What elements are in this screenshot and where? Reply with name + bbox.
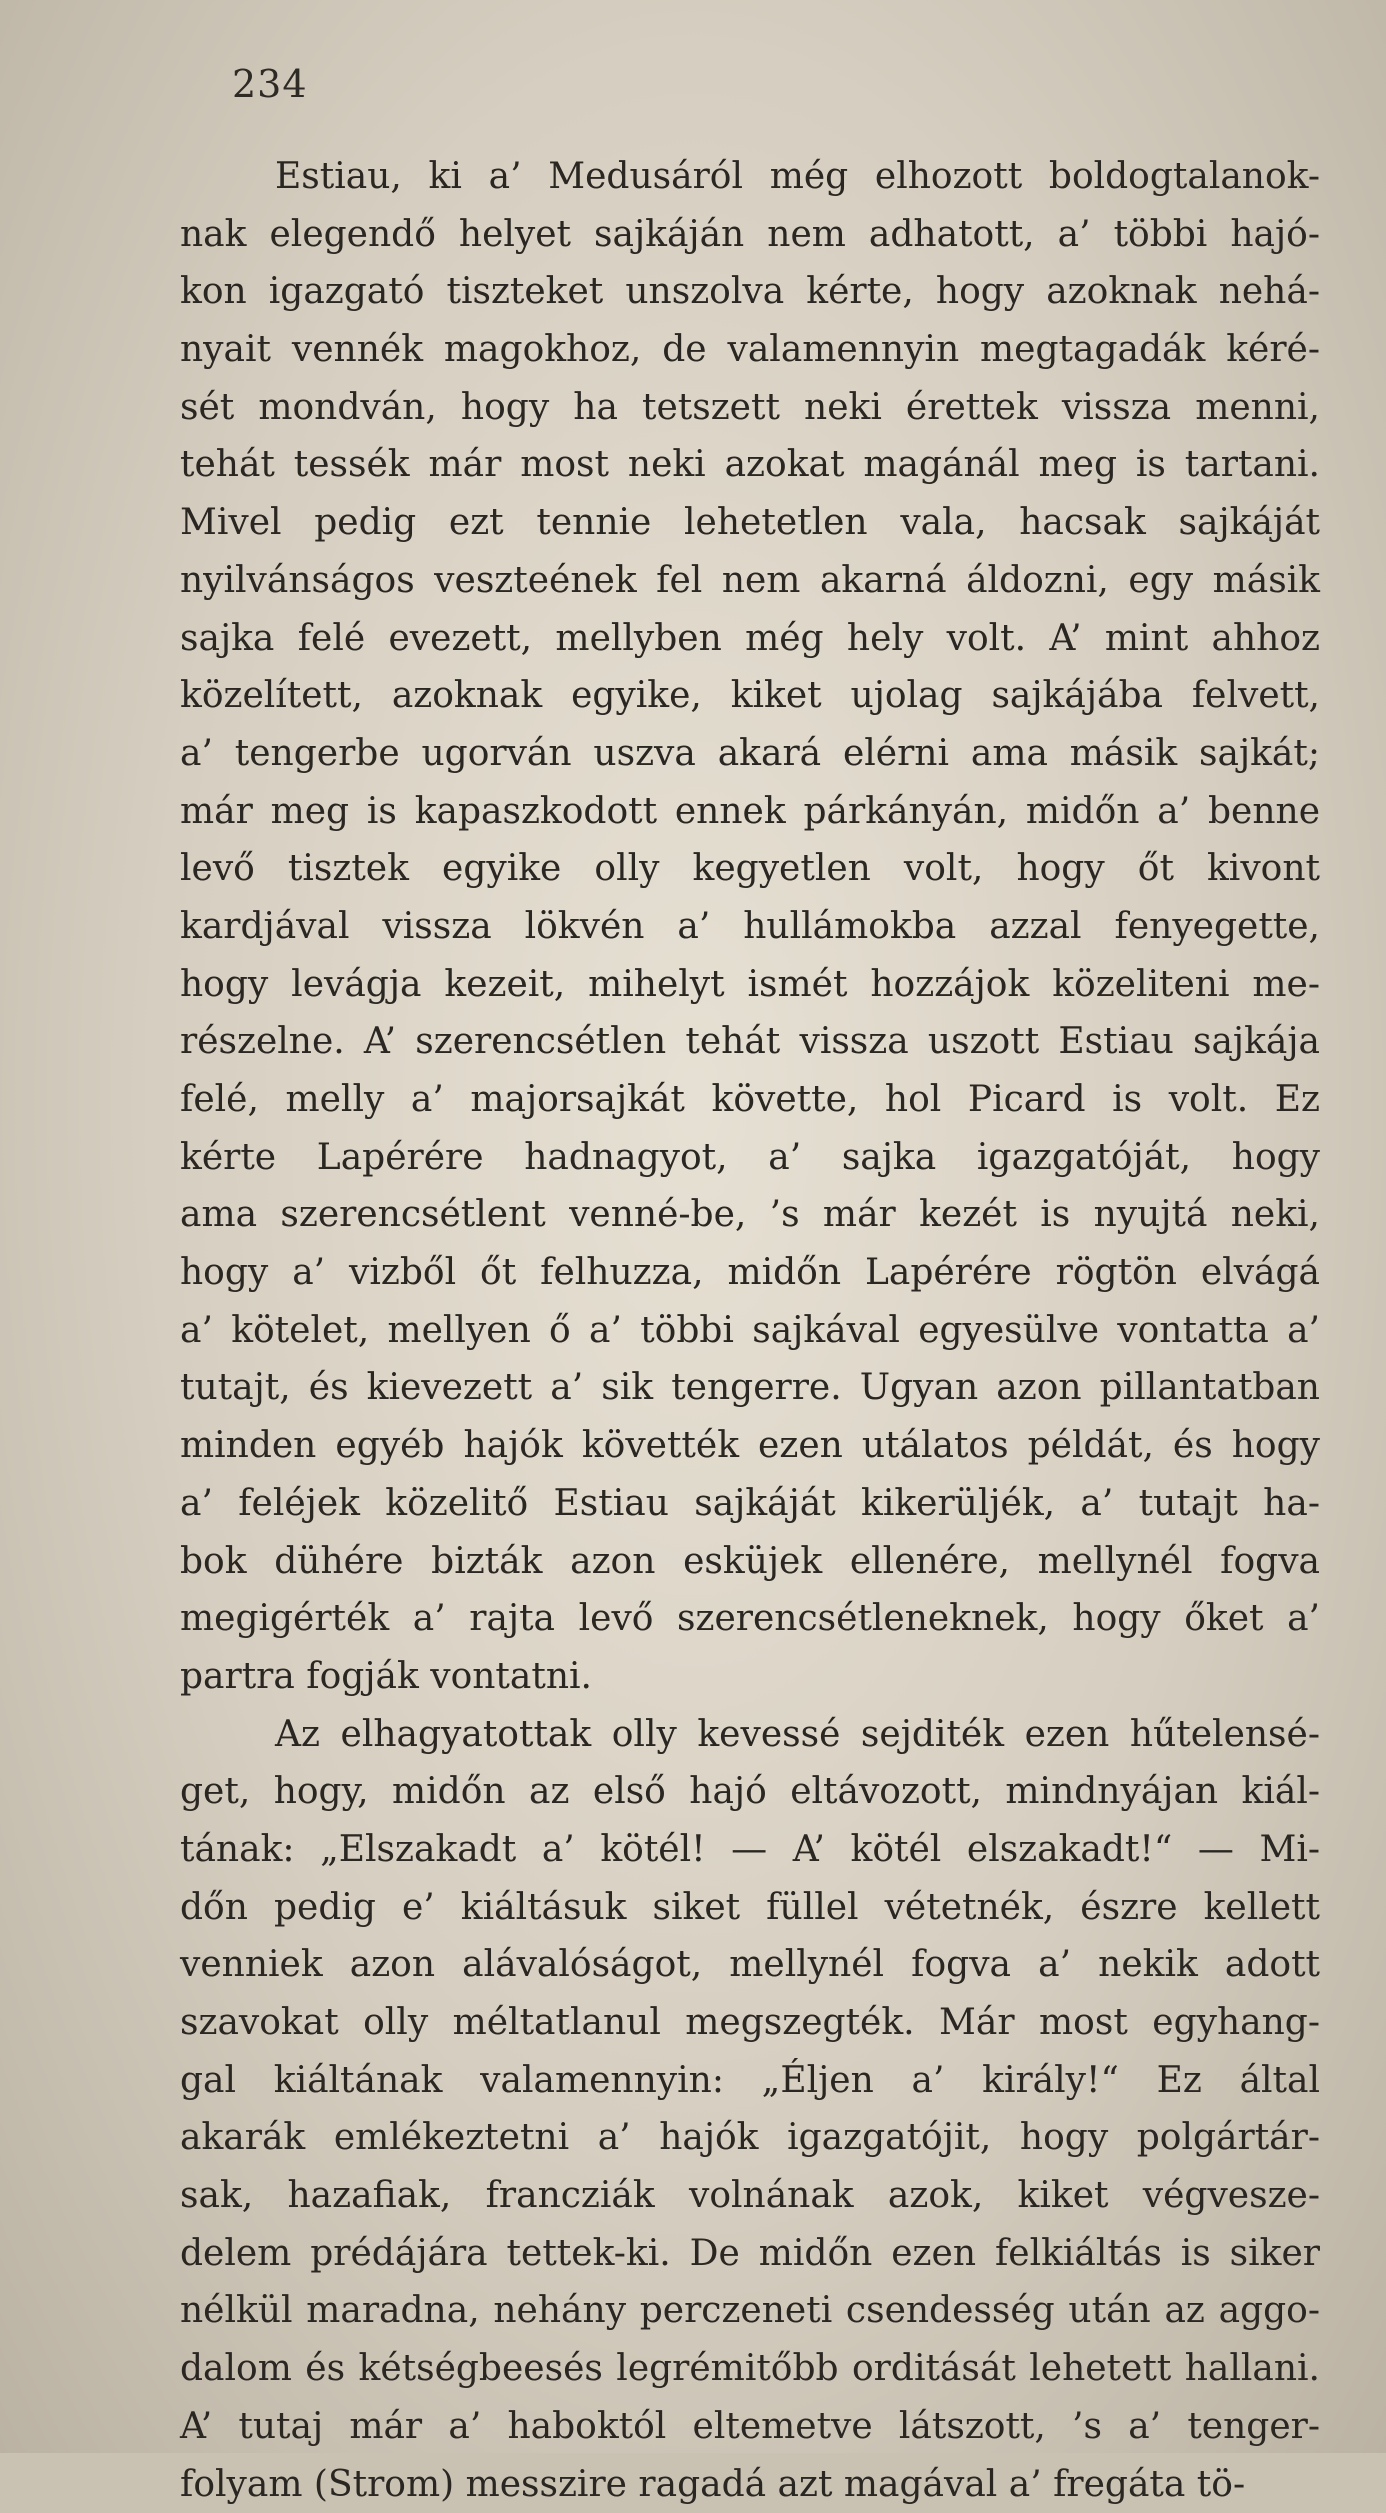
text-line: szavokat olly méltatlanul megszegték. Már most egyhang- bbox=[180, 1994, 1320, 2052]
text-line: kérte Lapérére hadnagyot, a’ sajka igazgatóját, hogy bbox=[180, 1129, 1320, 1187]
text-line: nélkül maradna, nehány perczeneti csendesség után az aggo- bbox=[180, 2282, 1320, 2340]
text-line: már meg is kapaszkodott ennek párkányán, midőn a’ benne bbox=[180, 783, 1320, 841]
page-number: 234 bbox=[232, 62, 308, 106]
text-line: a’ kötelet, mellyen ő a’ többi sajkával egyesülve vontatta a’ bbox=[180, 1302, 1320, 1360]
text-line: sajka felé evezett, mellyben még hely volt. A’ mint ahhoz bbox=[180, 610, 1320, 668]
text-line: dőn pedig e’ kiáltásuk siket füllel vétetnék, észre kellett bbox=[180, 1879, 1320, 1937]
text-line: delem prédájára tettek-ki. De midőn ezen felkiáltás is siker bbox=[180, 2225, 1320, 2283]
text-line: sak, hazafiak, francziák volnának azok, kiket végvesze- bbox=[180, 2167, 1320, 2225]
text-line: hogy levágja kezeit, mihelyt ismét hozzájok közeliteni me- bbox=[180, 956, 1320, 1014]
text-line: A’ tutaj már a’ haboktól eltemetve látszott, ’s a’ tenger- bbox=[180, 2398, 1320, 2456]
text-line: ama szerencsétlent venné-be, ’s már kezét is nyujtá neki, bbox=[180, 1186, 1320, 1244]
text-line: folyam (Strom) messzire ragadá azt magával a’ fregáta tö- bbox=[180, 2456, 1320, 2513]
paragraph-1 bbox=[180, 148, 1320, 1706]
text-line: Az elhagyatottak olly kevessé sejditék ezen hűtelensé- bbox=[180, 1706, 1320, 1764]
text-line: Mivel pedig ezt tennie lehetetlen vala, hacsak sajkáját bbox=[180, 494, 1320, 552]
paragraph-2 bbox=[180, 1706, 1320, 2513]
text-line: a’ feléjek közelitő Estiau sajkáját kikerüljék, a’ tutajt ha- bbox=[180, 1475, 1320, 1533]
text-line: nak elegendő helyet sajkáján nem adhatott, a’ többi hajó- bbox=[180, 206, 1320, 264]
text-line: get, hogy, midőn az első hajó eltávozott, mindnyájan kiál- bbox=[180, 1763, 1320, 1821]
text-line: a’ tengerbe ugorván uszva akará elérni ama másik sajkát; bbox=[180, 725, 1320, 783]
text-line: venniek azon alávalóságot, mellynél fogva a’ nekik adott bbox=[180, 1936, 1320, 1994]
text-line: Estiau, ki a’ Medusáról még elhozott boldogtalanok- bbox=[180, 148, 1320, 206]
text-line: tehát tessék már most neki azokat magánál meg is tartani. bbox=[180, 436, 1320, 494]
text-line: sét mondván, hogy ha tetszett neki érettek vissza menni, bbox=[180, 379, 1320, 437]
text-line: hogy a’ vizből őt felhuzza, midőn Lapérére rögtön elvágá bbox=[180, 1244, 1320, 1302]
text-line: levő tisztek egyike olly kegyetlen volt, hogy őt kivont bbox=[180, 840, 1320, 898]
text-line: kardjával vissza lökvén a’ hullámokba azzal fenyegette, bbox=[180, 898, 1320, 956]
text-line: tának: „Elszakadt a’ kötél! — A’ kötél elszakadt!“ — Mi- bbox=[180, 1821, 1320, 1879]
text-line: minden egyéb hajók követték ezen utálatos példát, és hogy bbox=[180, 1417, 1320, 1475]
text-line: gal kiáltának valamennyin: „Éljen a’ király!“ Ez által bbox=[180, 2052, 1320, 2110]
text-line: dalom és kétségbeesés legrémitőbb orditását lehetett hallani. bbox=[180, 2340, 1320, 2398]
body-text bbox=[180, 148, 1320, 2513]
text-line: tutajt, és kievezett a’ sik tengerre. Ugyan azon pillantatban bbox=[180, 1359, 1320, 1417]
text-line: bok dühére bizták azon esküjek ellenére, mellynél fogva bbox=[180, 1533, 1320, 1591]
text-line: nyilvánságos veszteének fel nem akarná áldozni, egy másik bbox=[180, 552, 1320, 610]
text-line: nyait vennék magokhoz, de valamennyin megtagadák kéré- bbox=[180, 321, 1320, 379]
text-line: partra fogják vontatni. bbox=[180, 1648, 1320, 1706]
text-line: akarák emlékeztetni a’ hajók igazgatójit, hogy polgártár- bbox=[180, 2109, 1320, 2167]
text-line: közelített, azoknak egyike, kiket ujolag sajkájába felvett, bbox=[180, 667, 1320, 725]
text-line: felé, melly a’ majorsajkát követte, hol Picard is volt. Ez bbox=[180, 1071, 1320, 1129]
text-line: megigérték a’ rajta levő szerencsétleneknek, hogy őket a’ bbox=[180, 1590, 1320, 1648]
text-line: részelne. A’ szerencsétlen tehát vissza uszott Estiau sajkája bbox=[180, 1013, 1320, 1071]
text-line: kon igazgató tiszteket unszolva kérte, hogy azoknak nehá- bbox=[180, 263, 1320, 321]
